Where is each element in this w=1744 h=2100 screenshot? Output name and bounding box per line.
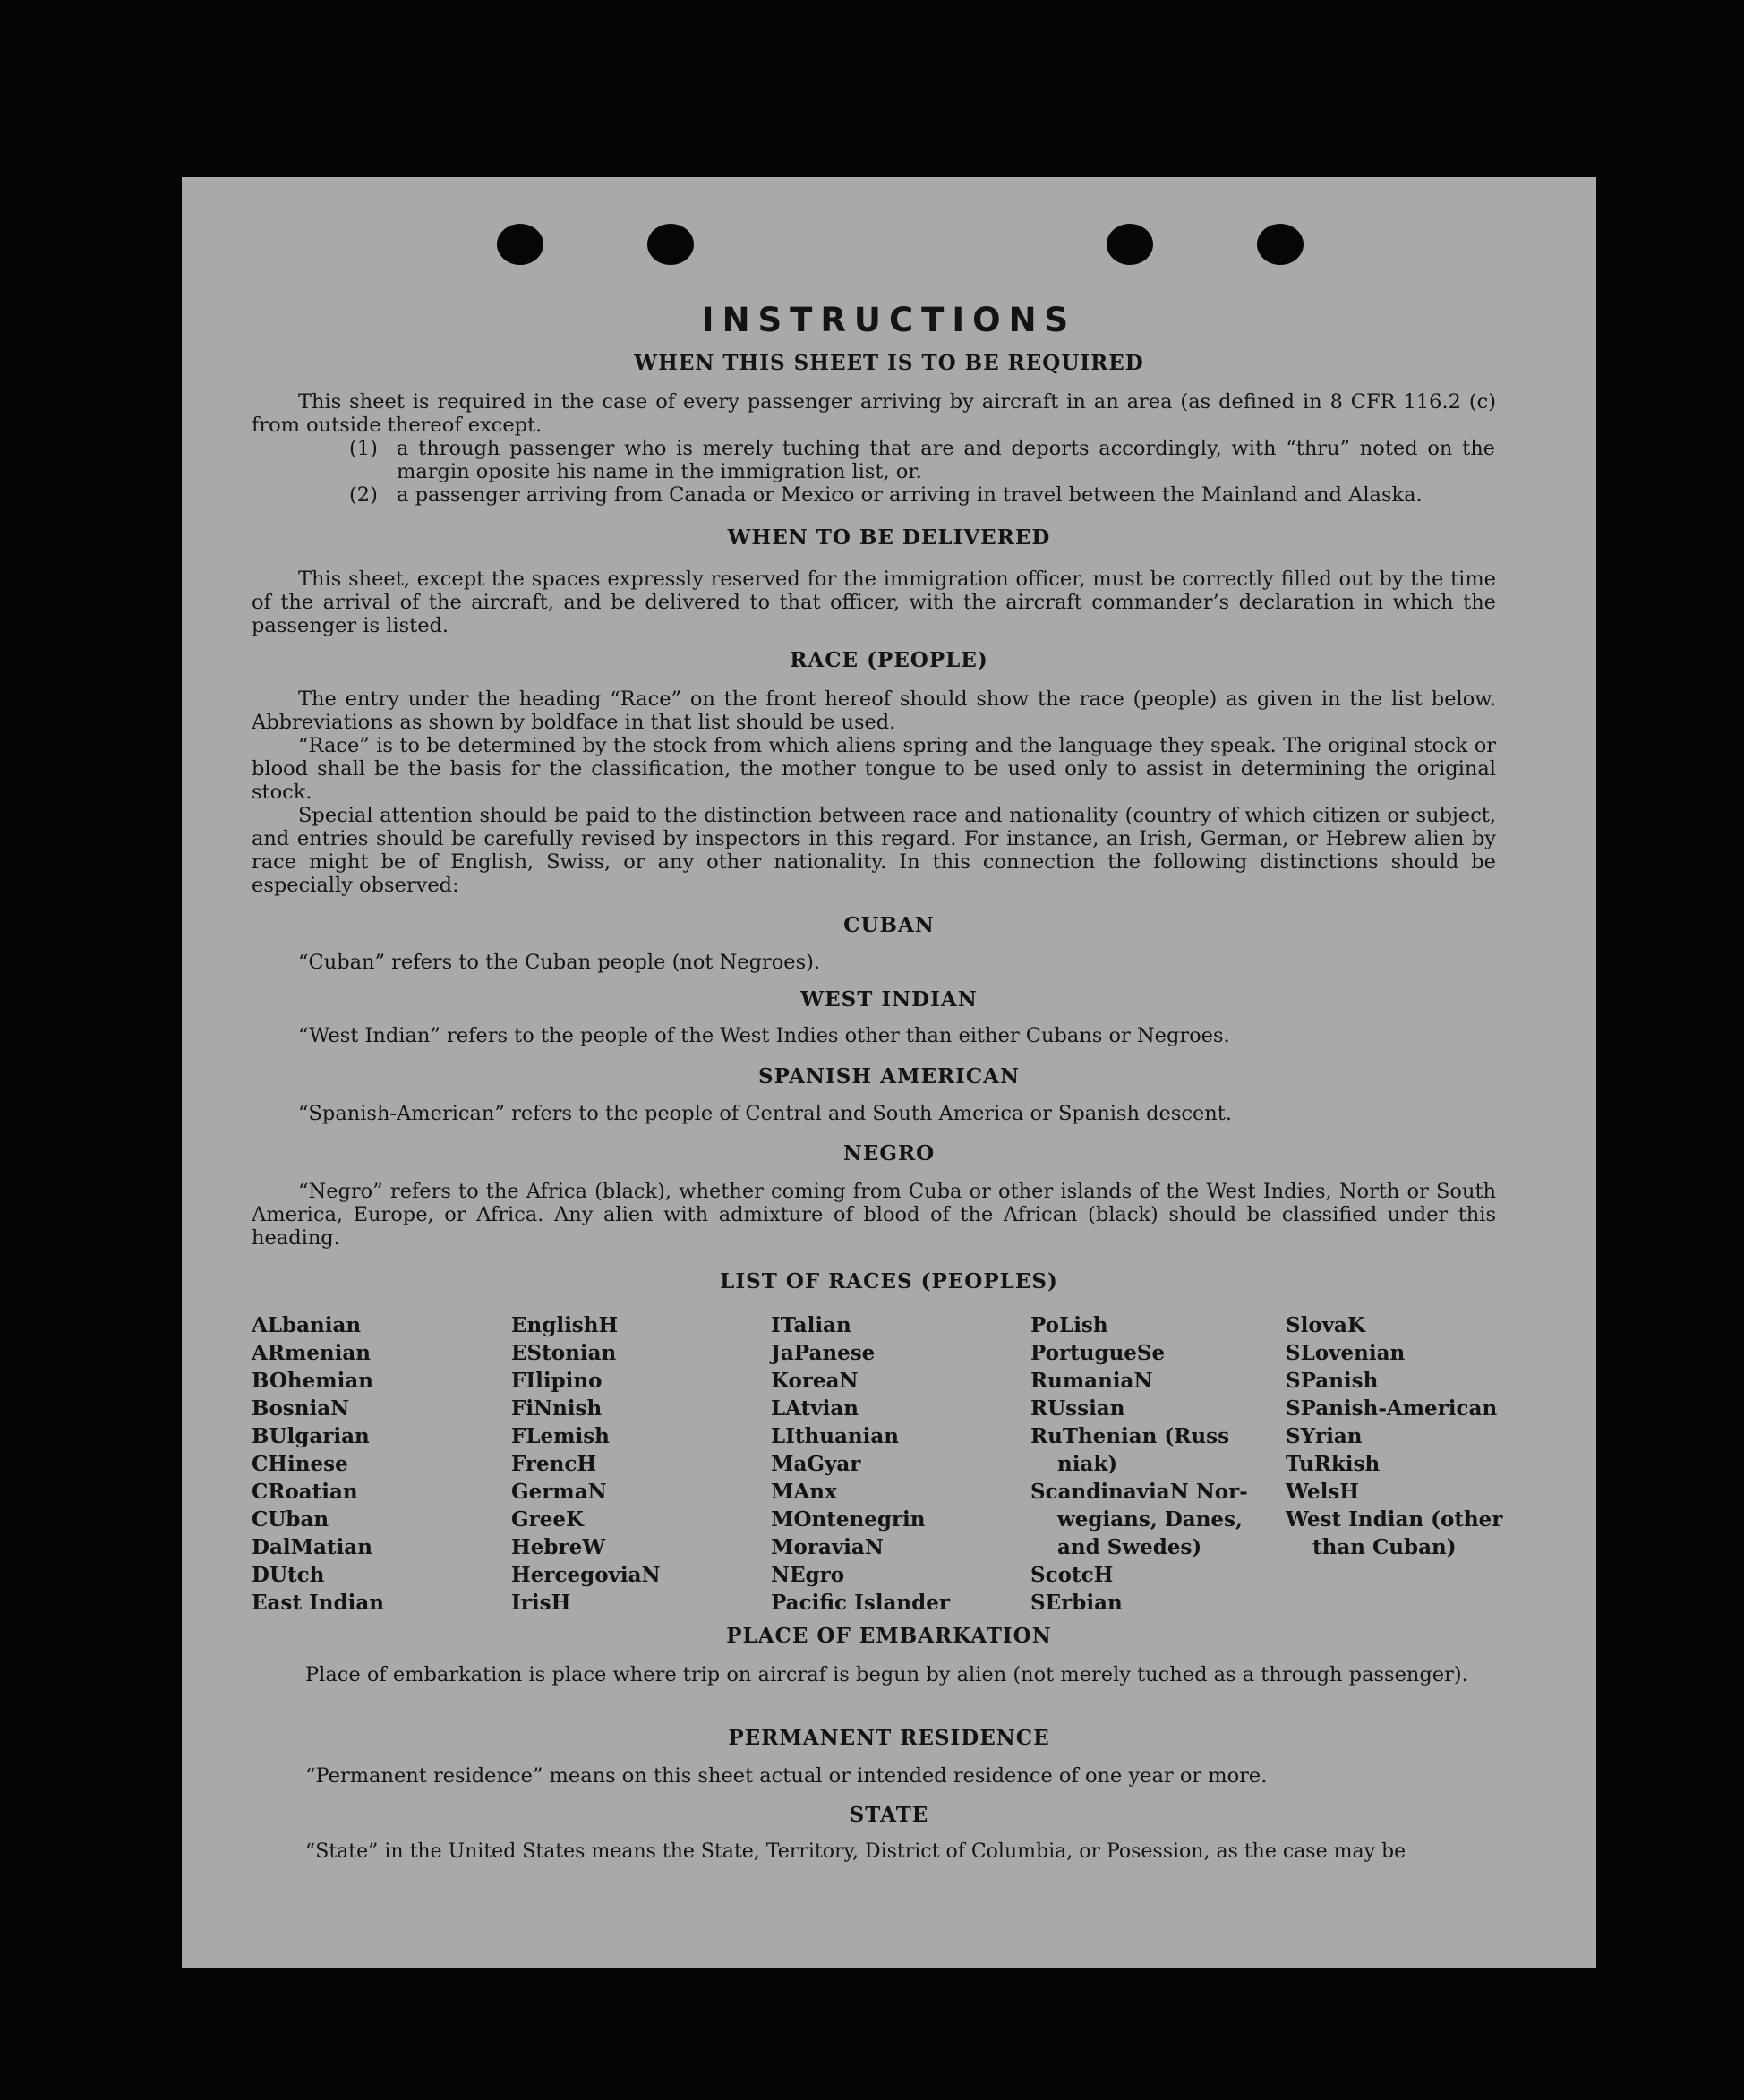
- race-entry: RuThenian (Russ: [1030, 1424, 1230, 1448]
- race-entry: BOhemian: [252, 1369, 373, 1393]
- race-entry: DUtch: [252, 1563, 325, 1587]
- race-entry: RUssian: [1030, 1396, 1125, 1421]
- race-entry-continued: niak): [1057, 1452, 1118, 1476]
- race-entry: TuRkish: [1286, 1452, 1381, 1476]
- race-entry: SlovaK: [1286, 1313, 1365, 1337]
- race-entry: DalMatian: [252, 1535, 372, 1559]
- race-entry: MOntenegrin: [771, 1507, 926, 1532]
- race-entry: GreeK: [511, 1507, 585, 1532]
- race-entry: ITalian: [771, 1313, 851, 1337]
- race-entry: Pacific Islander: [771, 1591, 950, 1615]
- punch-hole: [647, 224, 694, 265]
- spanish-american-text: “Spanish-American” refers to the people of Central and South America or Spanish descent.: [298, 1102, 1232, 1125]
- exception-item-1: [340, 437, 1495, 483]
- when-required-intro: This sheet is required in the case of every passenger arriving by aircraft in an area (as defined in 8 CFR 116.2 (c) from outside thereof except.: [252, 390, 1496, 437]
- race-entry: FLemish: [511, 1424, 610, 1448]
- race-entry: ScotcH: [1030, 1563, 1114, 1587]
- exception-item-2: [340, 483, 1495, 507]
- race-entry: CRoatian: [252, 1480, 358, 1504]
- heading-when-delivered: WHEN TO BE DELIVERED: [727, 525, 1051, 550]
- west-indian-text: “West Indian” refers to the people of the West Indies other than either Cubans or Negroes.: [298, 1024, 1230, 1047]
- race-entry: EStonian: [511, 1341, 617, 1365]
- heading-embarkation: PLACE OF EMBARKATION: [726, 1624, 1052, 1648]
- race-entry: EnglishH: [511, 1313, 619, 1337]
- punch-hole: [497, 224, 543, 265]
- race-entry-continued: and Swedes): [1057, 1535, 1202, 1559]
- punch-hole: [1107, 224, 1153, 265]
- race-entry: LIthuanian: [771, 1424, 899, 1448]
- cuban-text: “Cuban” refers to the Cuban people (not Negroes).: [298, 951, 821, 974]
- race-entry: SPanish-American: [1286, 1396, 1498, 1421]
- heading-west-indian: WEST INDIAN: [800, 987, 978, 1012]
- race-entry-continued: wegians, Danes,: [1057, 1507, 1243, 1532]
- race-paragraph-2: “Race” is to be determined by the stock from which aliens spring and the language they speak. The original stock or blood shall be the basis for the classification, the mother tongue to be used only to assist in determining the original stock.: [252, 734, 1496, 804]
- race-entry: JaPanese: [771, 1341, 876, 1365]
- heading-race: RACE (PEOPLE): [790, 648, 988, 672]
- when-delivered-text: This sheet, except the spaces expressly reserved for the immigration officer, must be correctly filled out by the time of the arrival of the aircraft, and be delivered to that officer, with the aircraft commander’s declaration in which the passenger is listed.: [252, 568, 1496, 637]
- race-paragraph-1: The entry under the heading “Race” on the front hereof should show the race (people) as given in the list below. Abbreviations as shown by boldface in that list should be used.: [252, 687, 1496, 734]
- item-number: (2): [349, 483, 378, 507]
- race-paragraph-3: Special attention should be paid to the distinction between race and nationality (country of which citizen or subject, and entries should be carefully revised by inspectors in this regard. For instance, an Irish, German, or Hebrew alien by race might be of English, Swiss, or any other nationality. In this connection the following distinctions should be especially observed:: [252, 804, 1496, 897]
- heading-when-required: WHEN THIS SHEET IS TO BE REQUIRED: [634, 351, 1144, 375]
- race-entry: WelsH: [1286, 1480, 1360, 1504]
- state-text: “State” in the United States means the State, Territory, District of Columbia, or Posession, as the case may be: [305, 1840, 1406, 1863]
- race-entry: MAnx: [771, 1480, 837, 1504]
- race-entry: FIlipino: [511, 1369, 603, 1393]
- race-entry: ARmenian: [252, 1341, 372, 1365]
- race-entry: PortugueSe: [1030, 1341, 1166, 1365]
- race-entry: CHinese: [252, 1452, 348, 1476]
- race-entry-continued: than Cuban): [1312, 1535, 1457, 1559]
- race-entry: RumaniaN: [1030, 1369, 1153, 1393]
- race-entry: SPanish: [1286, 1369, 1379, 1393]
- race-entry: HebreW: [511, 1535, 606, 1559]
- race-entry: ALbanian: [252, 1313, 362, 1337]
- race-entry: MaGyar: [771, 1452, 861, 1476]
- page-title: INSTRUCTIONS: [701, 301, 1077, 339]
- negro-text: “Negro” refers to the Africa (black), whether coming from Cuba or other islands of the West Indies, North or South America, Europe, or Africa. Any alien with admixture of blood of the African (black) should be classified under this heading.: [252, 1180, 1496, 1250]
- heading-list-of-races: LIST OF RACES (PEOPLES): [720, 1269, 1058, 1293]
- heading-state: STATE: [849, 1803, 929, 1827]
- race-list-column-4: [1030, 1311, 1248, 1617]
- race-entry: GermaN: [511, 1480, 607, 1504]
- permanent-residence-text: “Permanent residence” means on this sheet actual or intended residence of one year or more.: [305, 1764, 1268, 1788]
- race-entry: SYrian: [1286, 1424, 1363, 1448]
- race-entry: CUban: [252, 1507, 329, 1532]
- race-list-column-1: [252, 1311, 384, 1617]
- race-list-column-5: [1286, 1311, 1502, 1561]
- race-entry: PoLish: [1030, 1313, 1108, 1337]
- race-entry: East Indian: [252, 1591, 384, 1615]
- race-entry: SErbian: [1030, 1591, 1123, 1615]
- embarkation-text: Place of embarkation is place where trip on aircraf is begun by alien (not merely tuched as a through passenger).: [305, 1663, 1468, 1686]
- item-number: (1): [349, 437, 378, 460]
- race-entry: FrencH: [511, 1452, 597, 1476]
- race-entry: West Indian (other: [1286, 1507, 1503, 1532]
- race-entry: BUlgarian: [252, 1424, 370, 1448]
- item-text: a passenger arriving from Canada or Mexico or arriving in travel between the Mainland and Alaska.: [397, 483, 1423, 507]
- race-entry: MoraviaN: [771, 1535, 884, 1559]
- instruction-sheet: [182, 177, 1596, 1968]
- race-entry: HercegoviaN: [511, 1563, 661, 1587]
- race-entry: LAtvian: [771, 1396, 859, 1421]
- race-entry: ScandinaviaN Nor-: [1030, 1480, 1248, 1504]
- punch-hole: [1257, 224, 1304, 265]
- race-entry: BosniaN: [252, 1396, 350, 1421]
- heading-spanish-american: SPANISH AMERICAN: [757, 1064, 1021, 1088]
- item-text: a through passenger who is merely tuching that are and deports accordingly, with “thru” noted on the margin oposite his name in the immigration list, or.: [397, 437, 1495, 483]
- race-entry: SLovenian: [1286, 1341, 1406, 1365]
- heading-permanent-residence: PERMANENT RESIDENCE: [728, 1726, 1050, 1750]
- race-entry: NEgro: [771, 1563, 845, 1587]
- race-entry: FiNnish: [511, 1396, 603, 1421]
- race-list-column-2: [511, 1311, 661, 1617]
- heading-negro: NEGRO: [842, 1141, 936, 1165]
- race-entry: KoreaN: [771, 1369, 859, 1393]
- race-list-column-3: [771, 1311, 950, 1617]
- heading-cuban: CUBAN: [843, 913, 935, 937]
- race-entry: IrisH: [511, 1591, 571, 1615]
